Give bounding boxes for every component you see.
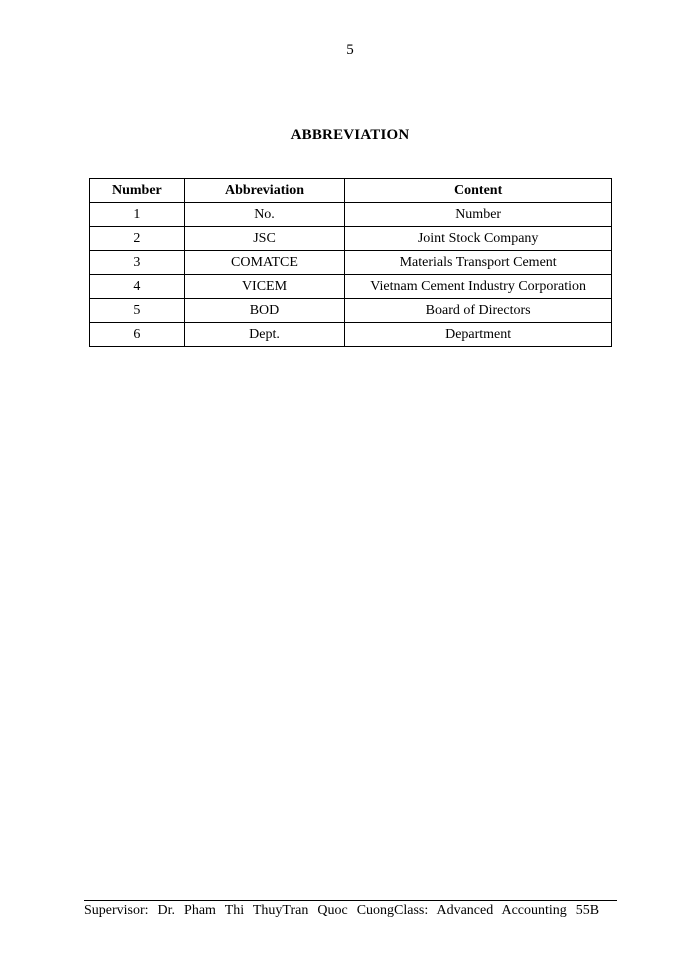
table-row [90,275,612,299]
cell-abbreviation: COMATCE [184,251,345,275]
header-abbreviation: Abbreviation [184,179,345,203]
cell-number: 1 [90,203,185,227]
table-row [90,251,612,275]
header-number: Number [90,179,185,203]
table-row [90,227,612,251]
cell-content: Number [345,203,612,227]
cell-number: 4 [90,275,185,299]
cell-number: 5 [90,299,185,323]
cell-abbreviation: Dept. [184,323,345,347]
table-header-row [90,179,612,203]
page-title: ABBREVIATION [290,127,410,143]
footer-divider [84,900,617,901]
cell-abbreviation: No. [184,203,345,227]
cell-number: 6 [90,323,185,347]
cell-content: Vietnam Cement Industry Corporation [345,275,612,299]
footer-text: Supervisor: Dr. Pham Thi ThuyTran Quoc CuongClass: Advanced Accounting 55B [84,903,600,918]
abbreviation-table [89,178,612,347]
table-row [90,299,612,323]
header-content: Content [345,179,612,203]
cell-abbreviation: JSC [184,227,345,251]
cell-abbreviation: BOD [184,299,345,323]
table-row [90,203,612,227]
cell-content: Department [345,323,612,347]
cell-content: Joint Stock Company [345,227,612,251]
cell-abbreviation: VICEM [184,275,345,299]
cell-content: Materials Transport Cement [345,251,612,275]
table-row [90,323,612,347]
cell-number: 2 [90,227,185,251]
page-number: 5 [346,42,354,58]
cell-number: 3 [90,251,185,275]
cell-content: Board of Directors [345,299,612,323]
